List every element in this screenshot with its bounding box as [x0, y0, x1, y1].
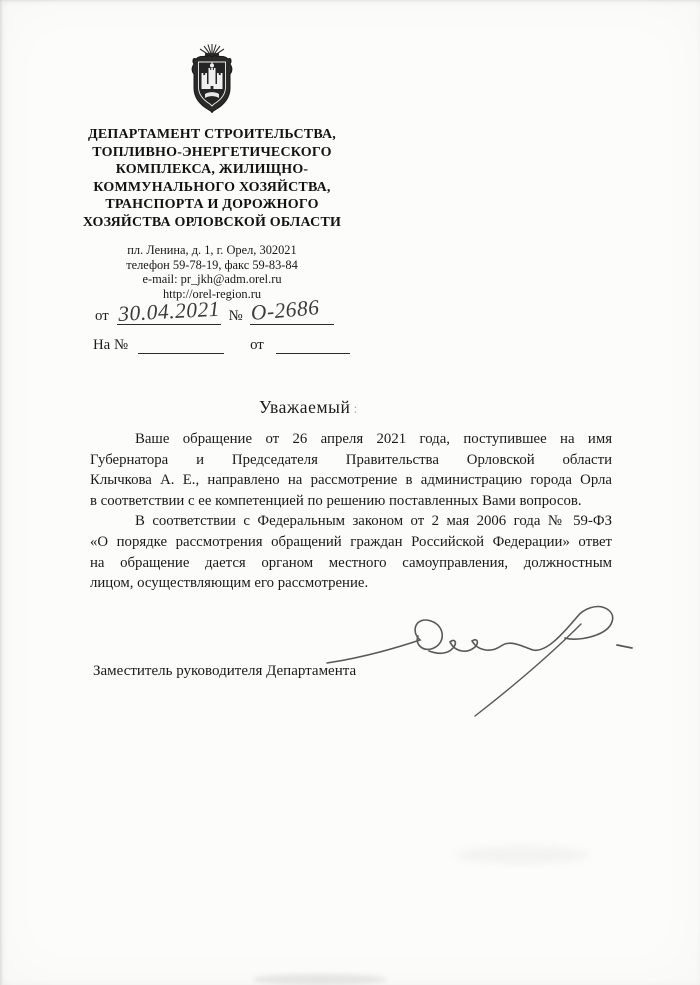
text-line: пл. Ленина, д. 1, г. Орел, 302021 [127, 243, 297, 257]
incoming-reference-row [93, 337, 350, 354]
scan-smudge [455, 846, 590, 864]
department-name [82, 126, 342, 231]
scan-smudge [252, 974, 387, 985]
salutation-text: Уважаемый [259, 397, 351, 417]
text-line: в соответствии с ее компетенцией по решению поставленных Вами вопросов. [90, 492, 582, 509]
letterhead [82, 44, 342, 301]
text-line: ТРАНСПОРТА И ДОРОЖНОГО [105, 197, 319, 212]
text-line: телефон 59-78-19, факс 59-83-84 [126, 257, 298, 272]
reply-from-label: от [250, 337, 264, 353]
text-line: КОМПЛЕКСА, ЖИЛИЩНО- [115, 162, 309, 177]
handwritten-number: О-2686 [249, 295, 321, 326]
text-line: лицом, осуществляющим его рассмотрение. [90, 575, 369, 592]
outgoing-reference-row [95, 295, 334, 327]
text-line: Губернатора и Председателя Правительства Орловской области [90, 451, 612, 468]
date-field [117, 296, 221, 327]
text-line: КОММУНАЛЬНОГО ХОЗЯЙСТВА, [93, 179, 331, 195]
coat-of-arms-icon [190, 44, 234, 114]
reply-no-label: На № [93, 337, 129, 353]
text-line: на обращение дается органом местного самоуправления, должностным [90, 554, 612, 571]
salutation-faint-mark: : [353, 402, 358, 417]
text-line: «О порядке рассмотрения обращений граждан Российской Федерации» ответ [90, 533, 612, 550]
text-line: Ваше обращение от 26 апреля 2021 года, поступившее на имя [135, 431, 612, 447]
letter-body [90, 429, 612, 594]
salutation [259, 397, 358, 418]
scan-edge [0, 0, 3, 985]
scan-edge [0, 0, 700, 2]
contact-info [82, 243, 342, 301]
from-label: от [95, 308, 109, 324]
text-line: e-mail: pr_jkh@adm.orel.ru [142, 272, 282, 287]
body-paragraph [90, 429, 612, 511]
text-line: В соответствии с Федеральным законом от 2 мая 2006 года № 59-ФЗ [135, 513, 612, 530]
text-line: ХОЗЯЙСТВА ОРЛОВСКОЙ ОБЛАСТИ [82, 214, 342, 230]
reply-number-field [138, 340, 224, 354]
number-field [249, 295, 334, 326]
number-sign: № [228, 308, 243, 324]
reply-date-field [276, 340, 350, 354]
signer-title: Заместитель руководителя Департамента [93, 663, 357, 679]
text-line: ДЕПАРТАМЕНТ СТРОИТЕЛЬСТВА, [88, 127, 336, 142]
handwritten-date: 30.04.2021 [117, 296, 221, 327]
handwritten-signature-icon [325, 603, 645, 728]
text-line: http://orel-region.ru [162, 286, 262, 301]
body-paragraph [90, 511, 612, 593]
text-line: ТОПЛИВНО-ЭНЕРГЕТИЧЕСКОГО [92, 144, 332, 160]
text-line: Клычкова А. Е., направлено на рассмотрение в администрацию города Орла [90, 472, 612, 489]
